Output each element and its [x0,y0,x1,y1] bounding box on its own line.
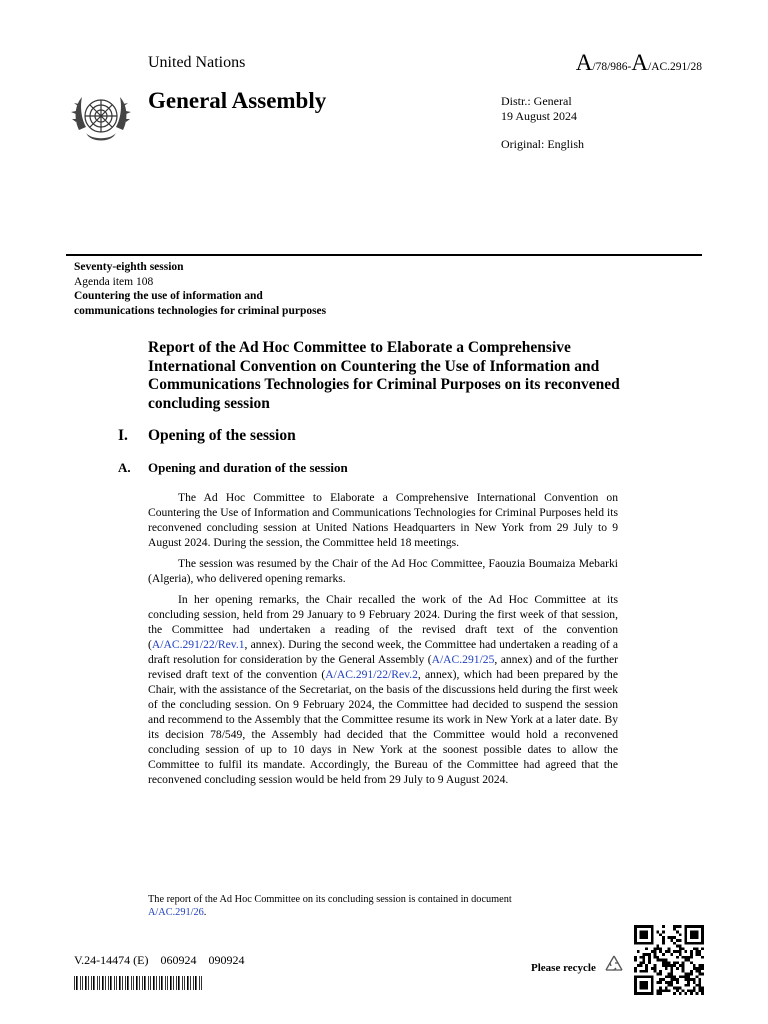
distribution: Distr.: General [501,94,572,108]
paragraph-3 [148,592,618,787]
document-symbol [576,50,702,76]
un-emblem-icon [70,86,132,148]
agenda-topic-line: Countering the use of information and [74,290,263,302]
organization-name: United Nations [148,54,246,71]
symbol-prefix: A [631,50,648,75]
symbol-part: /AC.291/28 [648,61,702,73]
distribution-block [501,94,584,152]
session-info [74,260,326,318]
document-link[interactable]: A/AC.291/22/Rev.2 [325,668,418,681]
session-name: Seventy-eighth session [74,261,184,273]
subsection-number: A. [118,460,131,475]
paragraph-text: , annex). During the second week, the Committee had undertaken a reading of a draft resolution for consideration by the General Assembly ( [148,638,618,666]
organ-name: General Assembly [148,88,327,113]
section-number: I. [118,427,128,444]
footnote-link[interactable]: A/AC.291/26 [148,907,204,918]
agenda-item: Agenda item 108 [74,275,154,288]
barcode-icon [74,976,204,990]
job-number: V.24-14474 (E) 060924 090924 [74,953,245,967]
agenda-topic-line: communications technologies for criminal purposes [74,304,327,317]
footnote-text: The report of the Ad Hoc Committee on its concluding session is contained in document [148,894,512,905]
original-language: Original: English [501,137,584,151]
section-title: Opening of the session [148,427,296,444]
document-link[interactable]: A/AC.291/22/Rev.1 [151,638,245,651]
symbol-prefix: A [575,50,593,75]
paragraph-text: , annex) and of the further revised draft text of the convention ( [148,653,618,681]
recycle-icon [602,953,626,977]
subsection-title: Opening and duration of the session [148,460,348,475]
paragraph-2: The session was resumed by the Chair of the Ad Hoc Committee, Faouzia Boumaiza Mebarki (Algeria), who delivered opening remarks. [148,557,618,585]
paragraph-1: The Ad Hoc Committee to Elaborate a Comprehensive International Convention on Countering the Use of Information and Communications Technologies for Criminal Purposes held its reconvened concluding session at United Nations Headquarters in New York from 29 July to 9 August 2024. During the session, the Committee held 18 meetings. [148,491,618,549]
recycle-label: Please recycle [531,962,596,974]
symbol-part: /78/986- [592,61,632,73]
paragraph-text: , annex), which had been prepared by the Chair, with the assistance of the Secretariat, on the basis of the discussions held during the first week of the concluding session. On 9 February 2024, the Committee had decided to suspend the session and recommend to the Assembly that the Committee resume its work in New York at a later date. By its decision 78/549, the Assembly had decided that the Committee would hold a reconvened concluding session of up to 10 days in New York at the soonest possible dates to allow the Committee to fulfil its mandate. Accordingly, the Bureau of the Committee had agreed that the reconvened concluding session would be held from 29 July to 9 August 2024. [148,668,618,786]
footnote [148,893,618,919]
document-date: 19 August 2024 [501,108,578,123]
report-title: Report of the Ad Hoc Committee to Elaborate a Comprehensive International Convention on Countering the Use of Information and Communications Technologies for Criminal Purposes on its reconvened concluding session [148,339,620,412]
document-link[interactable]: A/AC.291/25 [431,653,495,666]
qr-code-icon [634,925,704,995]
paragraph-text: In her opening remarks, the Chair recalled the work of the Ad Hoc Committee at its concluding session, held from 29 January to 9 February 2024. During the first week of that session, the Committee had undertaken a reading of the revised draft text of the convention ( [148,593,618,651]
body-text [148,490,618,793]
header-rule [66,254,702,256]
footnote-end: . [203,907,207,918]
